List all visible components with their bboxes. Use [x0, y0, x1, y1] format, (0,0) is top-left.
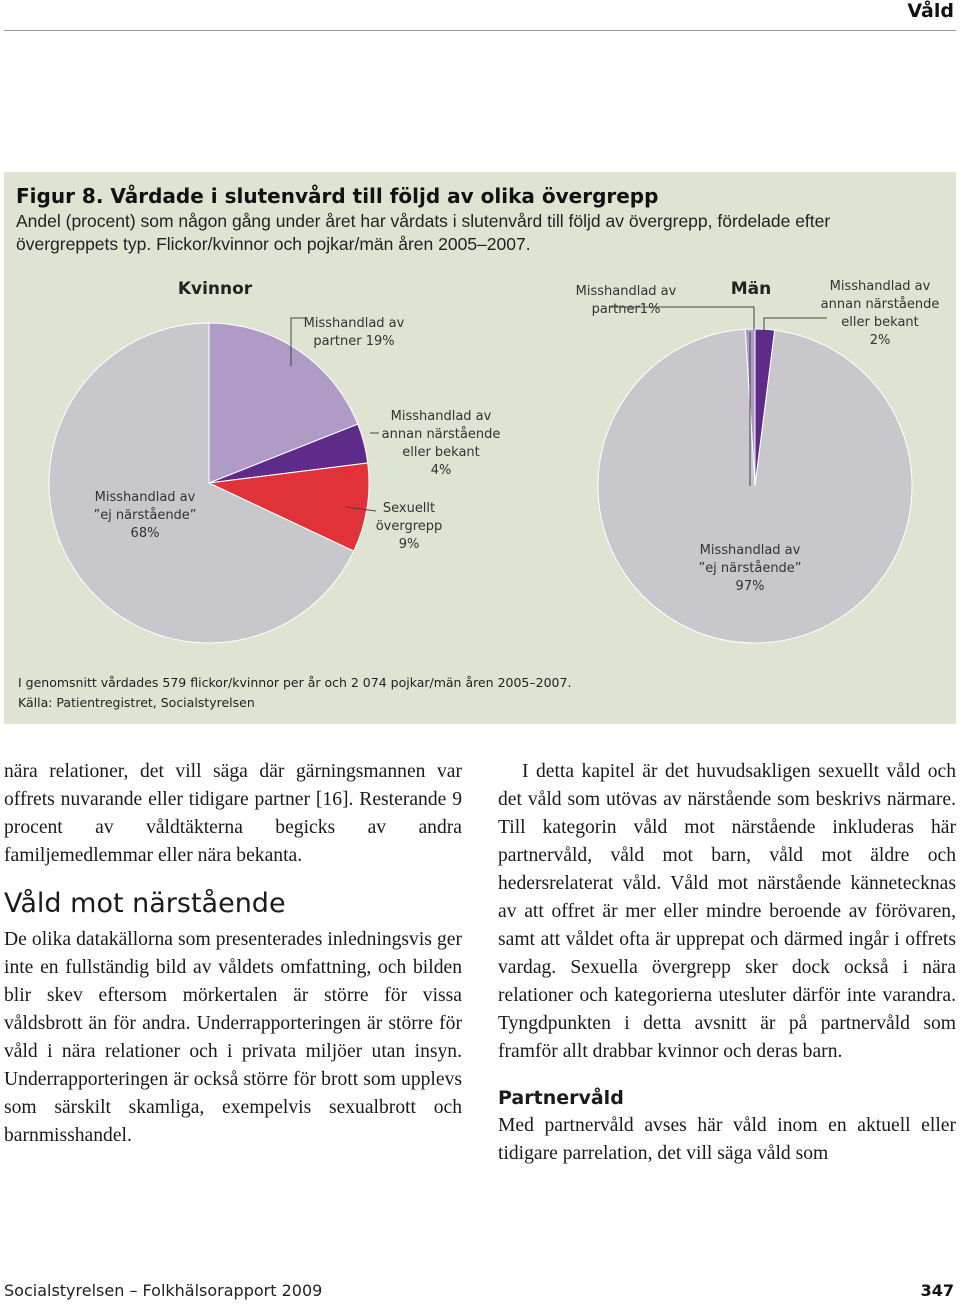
- figure-caption: Andel (procent) som någon gång under året har vårdats i slutenvård till följd av övergrepp, fördelade efter övergreppets typ. Flickor/kvinnor och pojkar/män åren 2005–2007.: [16, 211, 831, 254]
- label-men-annan-narstaende: Misshandlad av annan närstående eller bekant 2%: [820, 279, 940, 348]
- right-paragraph-2: Med partnervåld avses här våld inom en aktuell eller tidigare parrelation, det vill säga våld som: [498, 1115, 956, 1164]
- label-women-partner: Misshandlad av partner 19%: [303, 316, 405, 349]
- label-women-annan-narstaende: Misshandlad av annan närstående eller bekant 4%: [381, 409, 501, 478]
- figure-note: I genomsnitt vårdades 579 flickor/kvinnor per år och 2 074 pojkar/män åren 2005–2007.: [18, 675, 572, 690]
- label-men-partner: Misshandlad av partner1%: [575, 284, 677, 317]
- figure-title: Figur 8. Vårdade i slutenvård till följd av olika övergrepp: [16, 184, 659, 208]
- label-women-sexuellt-overgrepp: Sexuellt övergrepp 9%: [375, 501, 443, 552]
- figure-source: Källa: Patientregistret, Socialstyrelsen: [18, 695, 255, 710]
- label-women-ej-narstaende: Misshandlad av ”ej närstående” 68%: [93, 490, 197, 541]
- pie-chart-men: [598, 329, 912, 643]
- section-heading: Våld mot närstående: [4, 888, 286, 919]
- page-number: 347: [920, 1281, 954, 1300]
- body-column-left: [4, 758, 462, 1150]
- pie-charts: [4, 172, 956, 724]
- pie-title-men: Män: [730, 279, 772, 299]
- pie-title-women: Kvinnor: [177, 279, 253, 299]
- figure-box: [4, 172, 956, 724]
- right-paragraph-1: I detta kapitel är det huvudsakligen sexuellt våld och det våld som utövas av närstående som beskrivs närmare. Till kategorin våld mot närstående inkluderas här partnervåld, våld mot barn, våld mot äldre och hedersrelaterat våld. Våld mot närstående kännetecknas av att offret är mer eller mindre beroende av förövaren, samt att våldet ofta är upprepat och därmed ingår i offrets vardag. Sexuella övergrepp sker dock också i nära relationer och kategorierna utesluter därför inte varandra. Tyngdpunkten i detta avsnitt är på partnervåld som framför allt drabbar kvinnor och deras barn.: [498, 761, 956, 1062]
- left-paragraph-1: nära relationer, det vill säga där gärningsmannen var offrets nuvarande eller tidigare partner [16]. Resterande 9 procent av våldtäkterna begicks av andra familjemedlemmar eller nära bekanta.: [4, 761, 462, 866]
- header-rule: [4, 30, 956, 31]
- footer-publication: Socialstyrelsen – Folkhälsorapport 2009: [4, 1281, 323, 1300]
- leader-men-annan: [764, 318, 827, 330]
- pie-chart-women: [49, 323, 369, 643]
- subsection-heading: Partnervåld: [498, 1087, 624, 1109]
- body-column-right: [498, 758, 956, 1168]
- left-paragraph-2: De olika datakällorna som presenterades inledningsvis ger inte en fullständig bild av våldets omfattning, och bilden blir skev eftersom mörkertalen är större för vissa våldsbrott än för andra. Underrapporteringen är större för våld i nära relationer och i privata miljöer utan insyn. Underrapporteringen är också större för brott som upplevs som särskilt skamliga, exempelvis sexualbrott och barnmisshandel.: [4, 929, 462, 1146]
- running-head: Våld: [907, 0, 954, 22]
- label-men-ej-narstaende: Misshandlad av ”ej närstående” 97%: [698, 543, 802, 594]
